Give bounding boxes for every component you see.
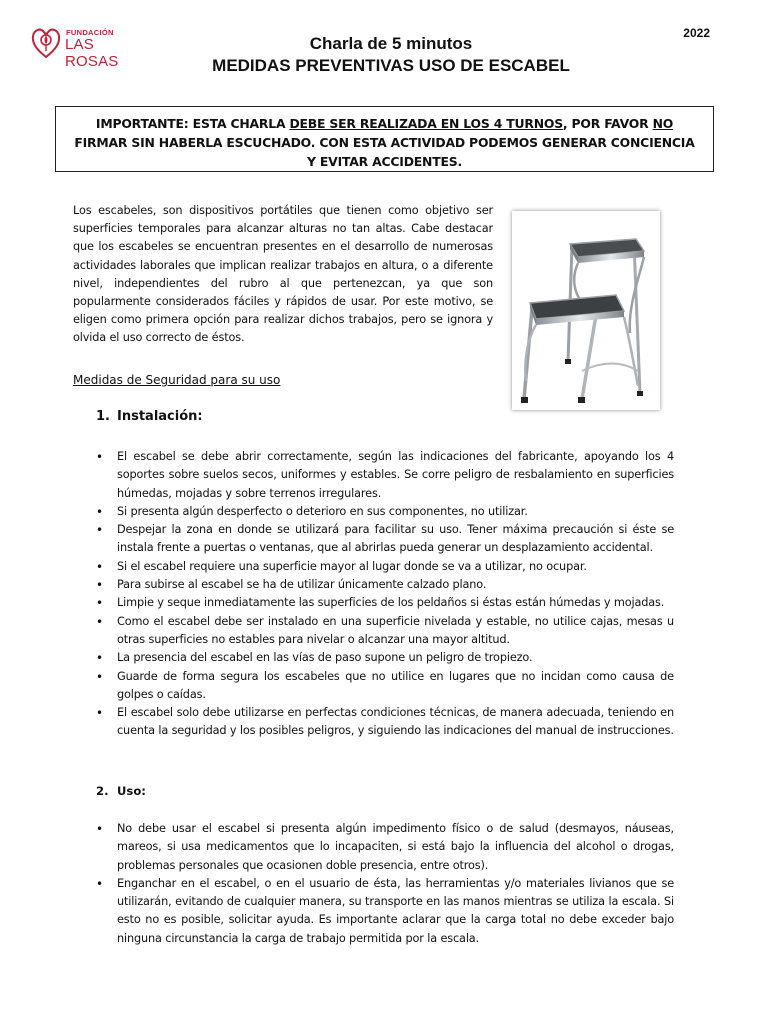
list-item [96, 503, 674, 521]
usage-list [96, 820, 674, 948]
bullet-icon: • [96, 614, 103, 629]
list-item-text: Enganchar en el escabel, o en el usuario de ésta, las herramientas y/o materiales livianos que se utilizarán, evitando de cualquier manera, su transporte en las manos mientras se utiliza la escala. Si esto no es posible, solicitar ayuda. Es importante aclarar que la carga total no debe exceder bajo ninguna circunstancia la carga de trabajo permitida por la escala. [117, 876, 674, 945]
bullet-icon: • [96, 504, 103, 519]
step-stool-illustration [512, 211, 660, 410]
bullet-icon: • [96, 596, 103, 611]
list-item [96, 558, 674, 576]
important-text-underlined-2: NO [652, 116, 674, 131]
step-stool-image [512, 211, 660, 410]
page-title: Charla de 5 minutos [309, 34, 473, 53]
important-notice-box [55, 106, 714, 172]
list-item [96, 704, 674, 741]
list-item [96, 448, 674, 503]
safety-measures-heading: Medidas de Seguridad para su uso [73, 373, 281, 387]
list-item-text: Guarde de forma segura los escabeles que no utilice en lugares que no incidan como causa de golpes o caídas. [117, 669, 674, 701]
bullet-icon: • [96, 669, 103, 684]
section-1-title: Instalación: [117, 409, 203, 424]
section-1-heading [96, 409, 203, 424]
bullet-icon: • [96, 559, 103, 574]
section-2-heading [96, 784, 146, 798]
list-item-text: No debe usar el escabel si presenta algún impedimento físico o de salud (desmayos, náuseas, mareos, si usa medicamentos que lo incapaciten, si está bajo la influencia del alcohol o drogas, problemas personales que ocasionen doble presencia, entre otros). [117, 822, 674, 872]
bullet-icon: • [96, 578, 103, 593]
page-subtitle: MEDIDAS PREVENTIVAS USO DE ESCABEL [212, 56, 570, 75]
section-2-title: Uso: [117, 784, 146, 798]
list-item-text: Si el escabel requiere una superficie mayor al lugar donde se va a utilizar, no ocupar. [117, 559, 587, 573]
logo-big-text: LAS ROSAS [65, 36, 119, 70]
important-text-underlined-1: DEBE SER REALIZADA EN LOS 4 TURNOS [289, 116, 563, 131]
list-item [96, 649, 674, 667]
list-item [96, 613, 674, 650]
bullet-icon: • [96, 706, 103, 721]
section-2-number: 2. [96, 784, 109, 798]
list-item-text: Si presenta algún desperfecto o deterioro en sus componentes, no utilizar. [117, 504, 528, 518]
installation-list [96, 448, 674, 741]
list-item [96, 875, 674, 948]
list-item-text: Como el escabel debe ser instalado en una superficie nivelada y estable, no utilice cajas, mesas u otras superficies no estables para nivelar o alcanzar una mayor altitud. [117, 614, 674, 646]
list-item-text: Despejar la zona en donde se utilizará para facilitar su uso. Tener máxima precaución si éste se instala frente a puertas o ventanas, que al abrirlas pueda generar un desplazamiento accidental. [117, 523, 674, 555]
bullet-icon: • [96, 523, 103, 538]
list-item [96, 820, 674, 875]
section-1-number: 1. [96, 409, 110, 424]
list-item-text: Limpie y seque inmediatamente las superficies de los peldaños si éstas están húmedas y mojadas. [117, 596, 665, 610]
logo-small-text: FUNDACIÓN [66, 28, 114, 37]
important-text-2: , POR FAVOR [562, 116, 653, 131]
intro-paragraph: Los escabeles, son dispositivos portátiles que tienen como objetivo ser superficies temporales para alcanzar alturas no tan altas. Cabe destacar que los escabeles se encuentran presentes en el desarrollo de numerosas actividades laborales que implican realizar trabajos en altura, o a diferente nivel, independientes del rubro al que pertenezcan, ya que son popularmente considerados fáciles y rápidos de usar. Por este motivo, se eligen como primera opción para realizar dichos trabajos, pero se ignora y olvida el uso correcto de éstos. [73, 204, 493, 345]
list-item [96, 594, 674, 612]
list-item [96, 668, 674, 705]
list-item [96, 576, 674, 594]
important-text-3: FIRMAR SIN HABERLA ESCUCHADO. CON ESTA ACTIVIDAD PODEMOS GENERAR CONCIENCIA Y EVITAR ACCIDENTES. [74, 135, 695, 169]
bullet-icon: • [96, 876, 103, 891]
bullet-icon: • [96, 450, 103, 464]
year-label: 2022 [683, 26, 710, 40]
list-item [96, 521, 674, 558]
important-text-1: IMPORTANTE: ESTA CHARLA [95, 116, 290, 131]
list-item-text: La presencia del escabel en las vías de paso supone un peligro de tropiezo. [117, 651, 533, 665]
bullet-icon: • [96, 651, 103, 666]
list-item-text: El escabel solo debe utilizarse en perfectas condiciones técnicas, de manera adecuada, teniendo en cuenta la seguridad y los posibles peligros, y siguiendo las indicaciones del manual de instrucciones. [117, 706, 674, 738]
bullet-icon: • [96, 822, 103, 836]
list-item-text: El escabel se debe abrir correctamente, según las indicaciones del fabricante, apoyando los 4 soportes sobre suelos secos, uniformes y estables. Se corre peligro de resbalamiento en superficies húmedas, mojadas y sobre terrenos irregulares. [117, 450, 674, 500]
list-item-text: Para subirse al escabel se ha de utilizar únicamente calzado plano. [117, 578, 487, 592]
